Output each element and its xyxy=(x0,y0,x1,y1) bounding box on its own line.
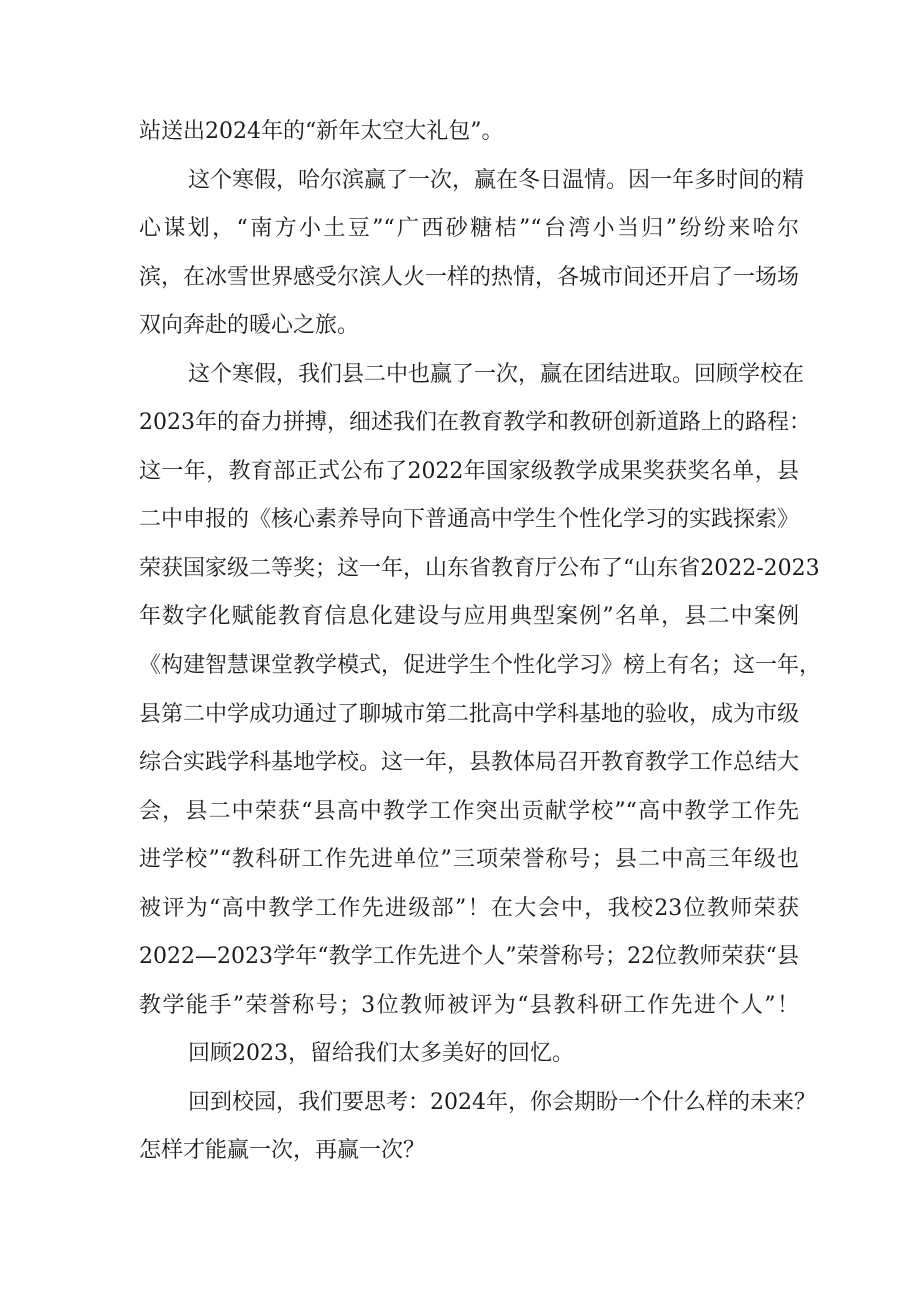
text-line-16: 进学校”“教科研工作先进单位”三项荣誉称号；县二中高三年级也 xyxy=(139,847,799,873)
text-line-2: 这个寒假，哈尔滨赢了一次，赢在冬日温情。因一年多时间的精 xyxy=(188,167,805,193)
body-text xyxy=(139,108,822,1176)
text-line-9: 二中申报的《核心素养导向下普通高中学生个性化学习的实践探索》 xyxy=(139,507,800,533)
text-line-3: 心谋划，“南方小土豆”“广西砂糖桔”“台湾小当归”纷纷来哈尔 xyxy=(139,216,799,242)
text-line-12: 《构建智慧课堂教学模式，促进学生个性化学习》榜上有名；这一年， xyxy=(139,653,822,679)
text-line-19: 教学能手”荣誉称号；3位教师被评为“县教科研工作先进个人”！ xyxy=(139,992,799,1018)
text-line-8: 这一年，教育部正式公布了2022年国家级教学成果奖获奖名单，县 xyxy=(139,458,799,484)
text-line-17: 被评为“高中教学工作先进级部”！在大会中，我校23位教师荣获 xyxy=(139,895,799,921)
text-line-4: 滨，在冰雪世界感受尔滨人火一样的热情，各城市间还开启了一场场 xyxy=(139,264,800,290)
text-line-13: 县第二中学成功通过了聊城市第二批高中学科基地的验收，成为市级 xyxy=(139,701,800,727)
text-line-7: 2023年的奋力拼搏，细述我们在教育教学和教研创新道路上的路程： xyxy=(139,410,811,436)
text-line-14: 综合实践学科基地学校。这一年，县教体局召开教育教学工作总结大 xyxy=(139,750,800,776)
text-line-18: 2022—2023学年“教学工作先进个人”荣誉称号；22位教师荣获“县 xyxy=(139,944,799,970)
text-line-6: 这个寒假，我们县二中也赢了一次，赢在团结进取。回顾学校在 xyxy=(188,361,805,387)
text-line-20: 回顾2023，留给我们太多美好的回忆。 xyxy=(188,1041,574,1067)
text-line-10: 荣获国家级二等奖；这一年，山东省教育厅公布了“山东省2022-2023 xyxy=(139,555,820,581)
text-line-15: 会，县二中荣获“县高中教学工作突出贡献学校”“高中教学工作先 xyxy=(139,798,799,824)
text-line-22: 怎样才能赢一次，再赢一次？ xyxy=(139,1138,426,1164)
text-line-1: 站送出2024年的“新年太空大礼包”。 xyxy=(139,119,504,144)
text-line-5: 双向奔赴的暖心之旅。 xyxy=(139,313,360,339)
text-line-21: 回到校园，我们要思考：2024年，你会期盼一个什么样的未来？ xyxy=(188,1089,816,1115)
text-line-11: 年数字化赋能教育信息化建设与应用典型案例”名单，县二中案例 xyxy=(139,604,799,630)
